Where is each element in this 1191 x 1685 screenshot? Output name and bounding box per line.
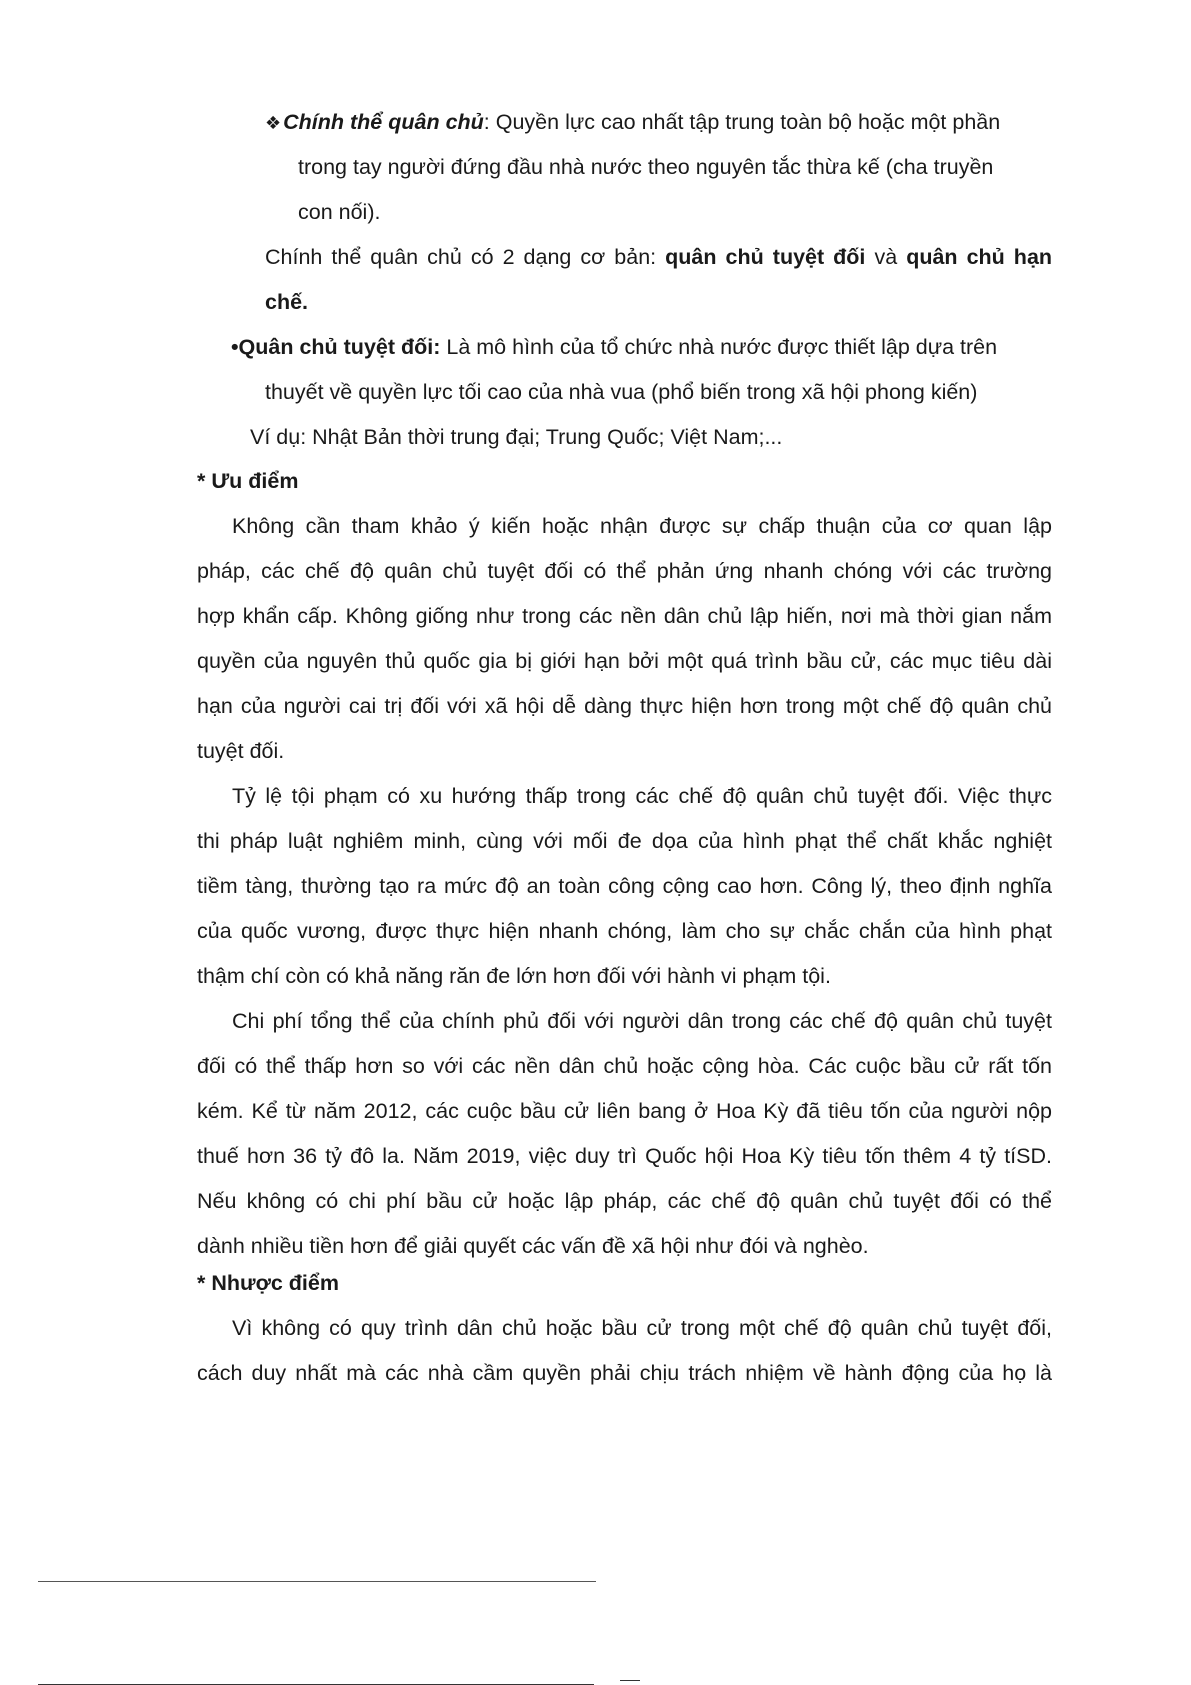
- forms-intro: Chính thể quân chủ có 2 dạng cơ bản:: [265, 245, 666, 269]
- monarchy-forms-line-2: chế.: [265, 290, 309, 314]
- monarchy-forms-line-1: [265, 242, 1052, 272]
- advantages-p2-line-4: của quốc vương, được thực hiện nhanh chóng, làm cho sự chắc chắn của hình phạt: [197, 919, 1052, 943]
- advantages-p2-line-1: Tỷ lệ tội phạm có xu hướng thấp trong các chế độ quân chủ tuyệt đối. Việc thực: [232, 784, 1052, 808]
- advantages-p1-line-3: hợp khẩn cấp. Không giống như trong các nền dân chủ lập hiến, nơi mà thời gian nắm: [197, 604, 1052, 628]
- absolute-monarchy-line-2: thuyết về quyền lực tối cao của nhà vua (phổ biến trong xã hội phong kiến): [265, 380, 978, 404]
- advantages-p1-line-6: tuyệt đối.: [197, 739, 285, 763]
- monarchy-definition-line-2: trong tay người đứng đầu nhà nước theo nguyên tắc thừa kế (cha truyền: [298, 155, 994, 179]
- absolute-monarchy-example: Ví dụ: Nhật Bản thời trung đại; Trung Quốc; Việt Nam;...: [250, 425, 783, 449]
- diamond-bullet-icon: ❖: [265, 113, 282, 133]
- footnote-separator: [38, 1581, 596, 1582]
- advantages-p2-line-2: thi pháp luật nghiêm minh, cùng với mối đe dọa của hình phạt thể chất khắc nghiệt: [197, 829, 1052, 853]
- monarchy-definition-text: Quyền lực cao nhất tập trung toàn bộ hoặc một phần: [489, 110, 1001, 134]
- advantages-p3-line-6: dành nhiều tiền hơn để giải quyết các vấn đề xã hội như đói và nghèo.: [197, 1234, 869, 1258]
- advantages-heading: * Ưu điểm: [197, 469, 299, 493]
- absolute-monarchy-line-1: [231, 332, 997, 362]
- monarchy-colon: :: [483, 110, 490, 134]
- absolute-monarchy-term: Quân chủ tuyệt đối: [238, 335, 434, 359]
- advantages-p1-line-1: Không cần tham khảo ý kiến hoặc nhận được sự chấp thuận của cơ quan lập: [232, 514, 1052, 538]
- forms-and: và: [865, 245, 907, 269]
- advantages-p2-line-3: tiềm tàng, thường tạo ra mức độ an toàn công cộng cao hơn. Công lý, theo định nghĩa: [197, 874, 1052, 898]
- monarchy-term: Chính thể quân chủ: [283, 110, 484, 134]
- advantages-p3-line-3: kém. Kể từ năm 2012, các cuộc bầu cử liên bang ở Hoa Kỳ đã tiêu tốn của người nộp: [197, 1099, 1052, 1123]
- bullet-dot-icon: •: [231, 335, 239, 359]
- advantages-p1-line-4: quyền của nguyên thủ quốc gia bị giới hạn bởi một quá trình bầu cử, các mục tiêu dài: [197, 649, 1052, 673]
- advantages-p3-line-5: Nếu không có chi phí bầu cử hoặc lập pháp, các chế độ quân chủ tuyệt đối có thể: [197, 1189, 1052, 1213]
- monarchy-definition-line-1: [265, 107, 1000, 137]
- forms-absolute: quân chủ tuyệt đối: [665, 245, 866, 269]
- advantages-p3-line-2: đối có thể thấp hơn so với các nền dân chủ hoặc cộng hòa. Các cuộc bầu cử rất tốn: [197, 1054, 1052, 1078]
- page-bottom-mark: [620, 1680, 640, 1681]
- disadvantages-p1-line-1: Vì không có quy trình dân chủ hoặc bầu cử trong một chế độ quân chủ tuyệt đối,: [232, 1316, 1052, 1340]
- disadvantages-heading: * Nhược điểm: [197, 1271, 339, 1295]
- advantages-p1-line-5: hạn của người cai trị đối với xã hội dễ dàng thực hiện hơn trong một chế độ quân chủ: [197, 694, 1052, 718]
- advantages-p2-line-5: thậm chí còn có khả năng răn đe lớn hơn đối với hành vi phạm tội.: [197, 964, 831, 988]
- disadvantages-p1-line-2: cách duy nhất mà các nhà cầm quyền phải chịu trách nhiệm về hành động của họ là: [197, 1361, 1052, 1385]
- monarchy-definition-line-3: con nối).: [298, 200, 381, 224]
- advantages-p3-line-4: thuế hơn 36 tỷ đô la. Năm 2019, việc duy trì Quốc hội Hoa Kỳ tiêu tốn thêm 4 tỷ tíSD.: [197, 1144, 1052, 1168]
- advantages-p3-line-1: Chi phí tổng thể của chính phủ đối với người dân trong các chế độ quân chủ tuyệt: [232, 1009, 1052, 1033]
- absolute-monarchy-colon: :: [433, 335, 441, 359]
- absolute-monarchy-text: Là mô hình của tổ chức nhà nước được thiết lập dựa trên: [440, 335, 998, 359]
- advantages-p1-line-2: pháp, các chế độ quân chủ tuyệt đối có thể phản ứng nhanh chóng với các trường: [197, 559, 1052, 583]
- forms-limited: quân chủ hạn: [906, 245, 1053, 269]
